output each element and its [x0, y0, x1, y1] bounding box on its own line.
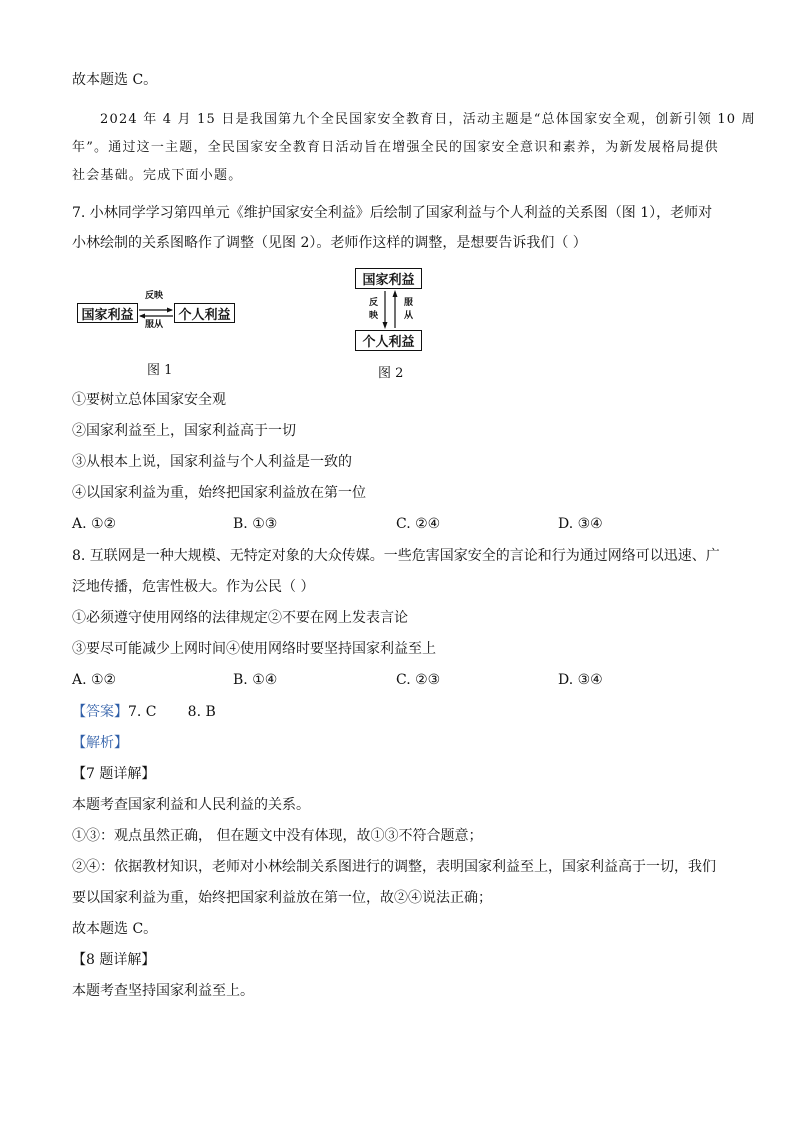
q7-option-a: A. ①②	[72, 516, 117, 532]
answer-value: 7. C 8. B	[128, 704, 216, 720]
q8-statements-2: ③要尽可能减少上网时间④使用网络时要坚持国家利益至上	[72, 641, 436, 657]
fig2-personal-interest-box: 个人利益	[355, 330, 422, 351]
statement-2: ②国家利益至上，国家利益高于一切	[72, 423, 296, 439]
fig2-reflect-label-2: 映	[369, 311, 379, 321]
explanation-line: 本题考查国家利益和人民利益的关系。	[72, 797, 310, 813]
fig1-national-interest-box: 国家利益	[77, 303, 138, 323]
passage-line: 社会基础。完成下面小题。	[72, 168, 243, 183]
q7-detail-heading: 【7 题详解】	[72, 766, 156, 782]
fig2-reflect-label-1: 反	[369, 298, 379, 308]
fig2-caption: 图 2	[378, 366, 404, 381]
statement-1: ①要树立总体国家安全观	[72, 392, 226, 408]
explanation-line: 要以国家利益为重，始终把国家利益放在第一位，故②④说法正确；	[72, 890, 492, 906]
passage-line: 2024 年 4 月 15 日是我国第九个全民国家安全教育日，活动主题是“总体国家安全观，创新引领 10 周	[100, 112, 756, 127]
q8-option-c: C. ②③	[396, 672, 441, 688]
statement-4: ④以国家利益为重，始终把国家利益放在第一位	[72, 485, 366, 501]
fig2-national-interest-box: 国家利益	[355, 268, 422, 289]
answer-tag: 【答案】	[72, 704, 128, 720]
fig2-obey-label-2: 从	[404, 311, 414, 321]
q8-statements-1: ①必须遵守使用网络的法律规定②不要在网上发表言论	[72, 610, 408, 626]
text-line: 故本题选 C。	[72, 72, 158, 88]
q7-option-d: D. ③④	[558, 516, 603, 532]
statement-3: ③从根本上说，国家利益与个人利益是一致的	[72, 454, 352, 470]
q7-option-b: B. ①③	[233, 516, 278, 532]
analysis-tag: 【解析】	[72, 735, 128, 751]
explanation-line: ②④：依据教材知识，老师对小林绘制关系图进行的调整，表明国家利益至上，国家利益高于一切，我们	[72, 859, 716, 875]
explanation-line: 本题考查坚持国家利益至上。	[72, 983, 254, 999]
question-8-text: 8. 互联网是一种大规模、无特定对象的大众传媒。一些危害国家安全的言论和行为通过网络可以迅速、广	[72, 548, 720, 564]
question-7-text: 小林绘制的关系图略作了调整（见图 2）。老师作这样的调整，是想要告诉我们（ ）	[72, 235, 587, 251]
q7-option-c: C. ②④	[396, 516, 441, 532]
fig2-obey-label-1: 服	[404, 298, 414, 308]
fig1-arrows-icon	[138, 303, 174, 323]
fig1-reflect-label: 反映	[145, 291, 164, 301]
explanation-line: 故本题选 C。	[72, 921, 158, 937]
answer-line	[72, 702, 216, 722]
passage-line: 年”。通过这一主题，全民国家安全教育日活动旨在增强全民的国家安全意识和素养，为新发展格局提供	[72, 140, 719, 155]
fig2-arrows-icon	[380, 289, 400, 330]
fig1-obey-label: 服从	[145, 320, 164, 330]
fig1-caption: 图 1	[147, 363, 173, 378]
q8-option-d: D. ③④	[558, 672, 603, 688]
q8-option-a: A. ①②	[72, 672, 117, 688]
fig1-personal-interest-box: 个人利益	[174, 303, 235, 323]
q8-option-b: B. ①④	[233, 672, 278, 688]
question-8-text: 泛地传播，危害性极大。作为公民（ ）	[72, 579, 315, 595]
q8-detail-heading: 【8 题详解】	[72, 952, 156, 968]
question-7-text: 7. 小林同学学习第四单元《维护国家安全利益》后绘制了国家利益与个人利益的关系图（图 1），老师对	[72, 205, 713, 221]
explanation-line: ①③：观点虽然正确， 但在题文中没有体现，故①③不符合题意；	[72, 828, 483, 844]
